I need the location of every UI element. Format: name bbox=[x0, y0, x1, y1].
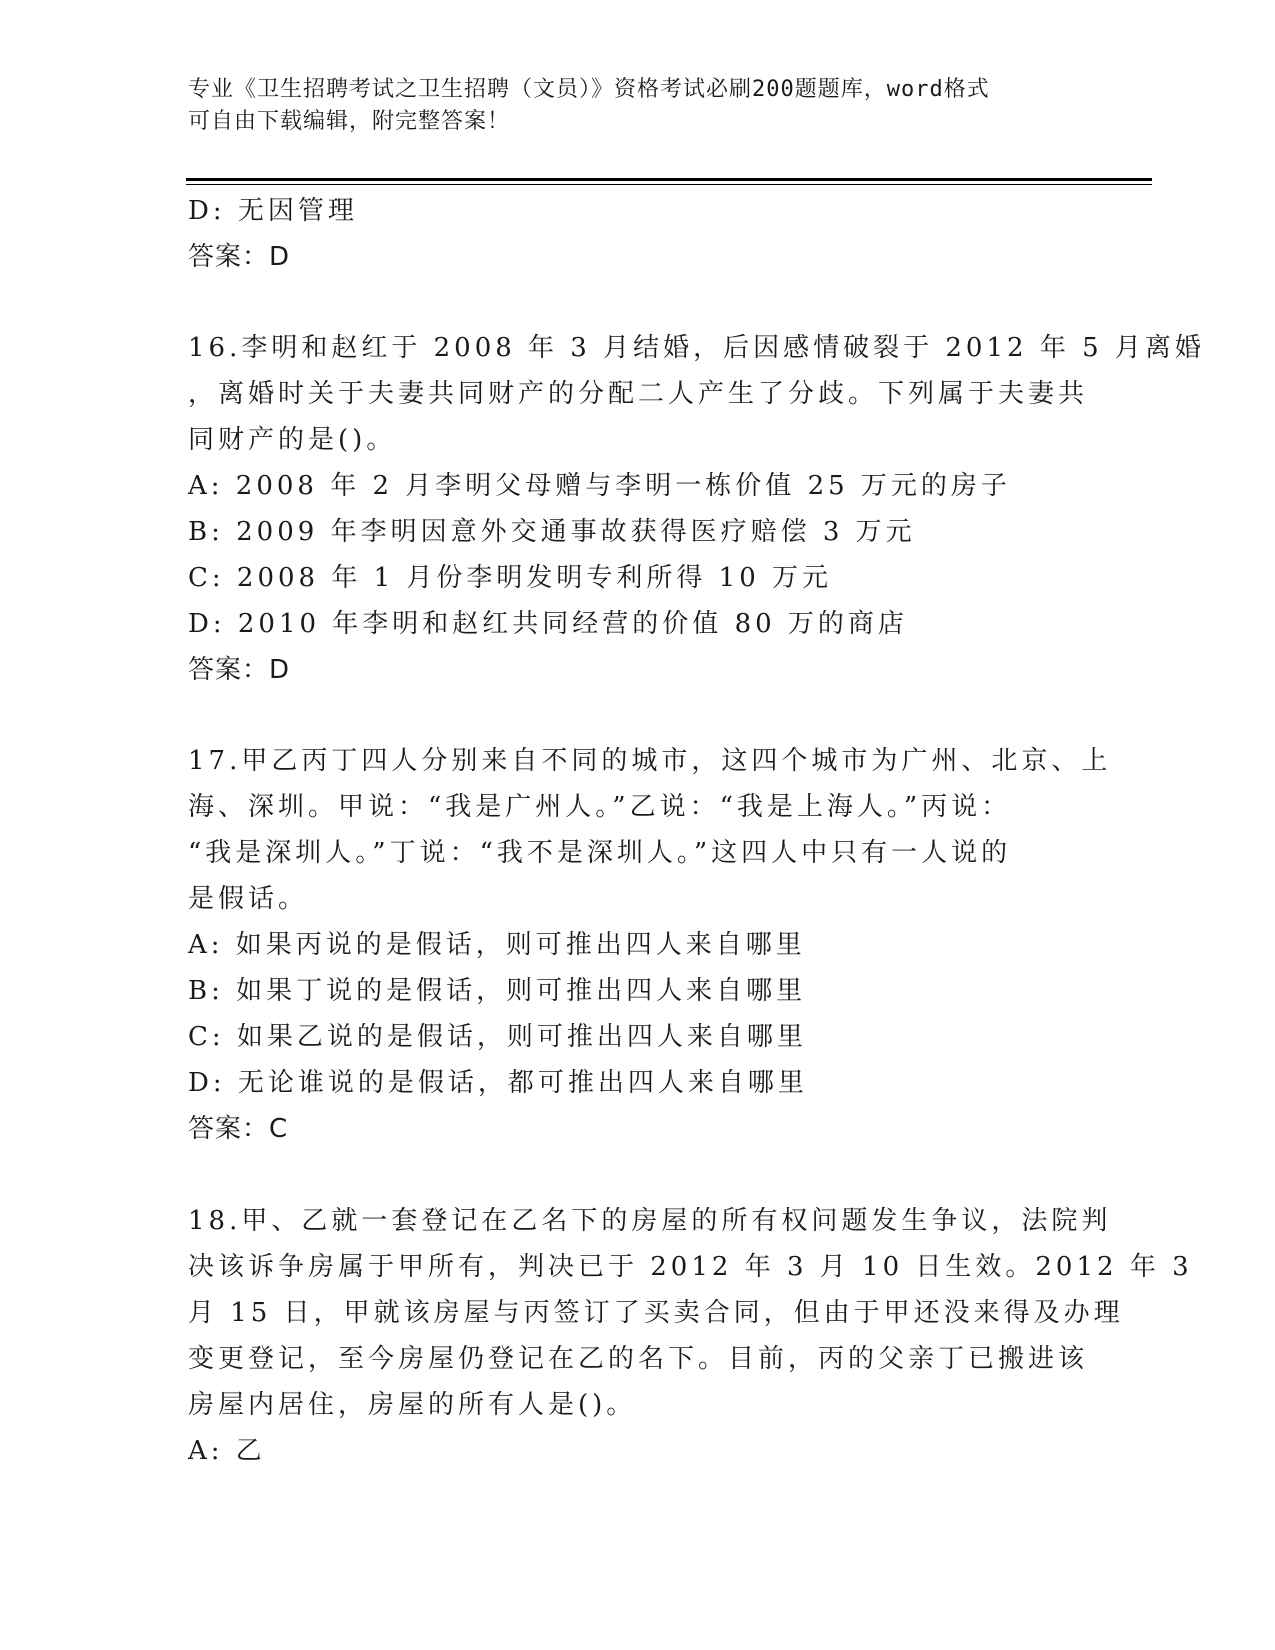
question-stem-line: 房屋内居住，房屋的所有人是()。 bbox=[188, 1390, 637, 1420]
question-stem-line: 月 15 日，甲就该房屋与丙签订了买卖合同，但由于甲还没来得及办理 bbox=[188, 1298, 1124, 1328]
option-c: C: 2008 年 1 月份李明发明专利所得 10 万元 bbox=[188, 563, 833, 593]
option-d: D: 2010 年李明和赵红共同经营的价值 80 万的商店 bbox=[188, 609, 908, 639]
option-b: B: 如果丁说的是假话，则可推出四人来自哪里 bbox=[188, 976, 807, 1006]
question-stem-line: 16.李明和赵红于 2008 年 3 月结婚，后因感情破裂于 2012 年 5 月离婚 bbox=[188, 333, 1205, 363]
answer-line: 答案：D bbox=[188, 242, 291, 272]
spacer bbox=[188, 280, 1088, 325]
spacer bbox=[188, 693, 1088, 738]
question-stem-line: 同财产的是()。 bbox=[188, 425, 397, 455]
option-b: B: 2009 年李明因意外交通事故获得医疗赔偿 3 万元 bbox=[188, 517, 916, 547]
header-line-2: 可自由下载编辑，附完整答案！ bbox=[188, 109, 511, 134]
header-line-1: 专业《卫生招聘考试之卫生招聘（文员）》资格考试必刷200题题库，word格式 bbox=[188, 77, 990, 102]
question-stem-line: ，离婚时关于夫妻共同财产的分配二人产生了分歧。下列属于夫妻共 bbox=[188, 379, 1089, 409]
question-stem-line: 是假话。 bbox=[188, 884, 309, 914]
option-a: A: 乙 bbox=[188, 1436, 266, 1466]
question-18 bbox=[188, 1198, 1193, 1474]
option-d: D: 无因管理 bbox=[188, 196, 358, 226]
option-a: A: 2008 年 2 月李明父母赠与李明一栋价值 25 万元的房子 bbox=[188, 471, 1011, 501]
answer-line: 答案：C bbox=[188, 1114, 289, 1144]
question-stem-line: “我是深圳人。”丁说：“我不是深圳人。”这四人中只有一人说的 bbox=[188, 838, 1012, 868]
question-stem-line: 海、深圳。甲说：“我是广州人。”乙说：“我是上海人。”丙说： bbox=[188, 792, 1012, 822]
previous-question-tail bbox=[188, 188, 1088, 280]
header-divider-thin bbox=[186, 184, 1152, 185]
header-divider-thick bbox=[186, 178, 1152, 181]
option-d: D: 无论谁说的是假话，都可推出四人来自哪里 bbox=[188, 1068, 808, 1098]
option-a: A: 如果丙说的是假话，则可推出四人来自哪里 bbox=[188, 930, 806, 960]
question-stem-line: 变更登记，至今房屋仍登记在乙的名下。目前，丙的父亲丁已搬进该 bbox=[188, 1344, 1089, 1374]
document-header bbox=[188, 74, 1088, 138]
question-stem-line: 18.甲、乙就一套登记在乙名下的房屋的所有权问题发生争议，法院判 bbox=[188, 1206, 1112, 1236]
question-stem-line: 决该诉争房属于甲所有，判决已于 2012 年 3 月 10 日生效。2012 年 3 bbox=[188, 1252, 1193, 1282]
question-stem-line: 17.甲乙丙丁四人分别来自不同的城市，这四个城市为广州、北京、上 bbox=[188, 746, 1112, 776]
option-c: C: 如果乙说的是假话，则可推出四人来自哪里 bbox=[188, 1022, 807, 1052]
answer-line: 答案：D bbox=[188, 655, 291, 685]
question-17 bbox=[188, 738, 1112, 1152]
document-body bbox=[188, 188, 1205, 1474]
question-16 bbox=[188, 325, 1205, 693]
spacer bbox=[188, 1152, 1088, 1198]
